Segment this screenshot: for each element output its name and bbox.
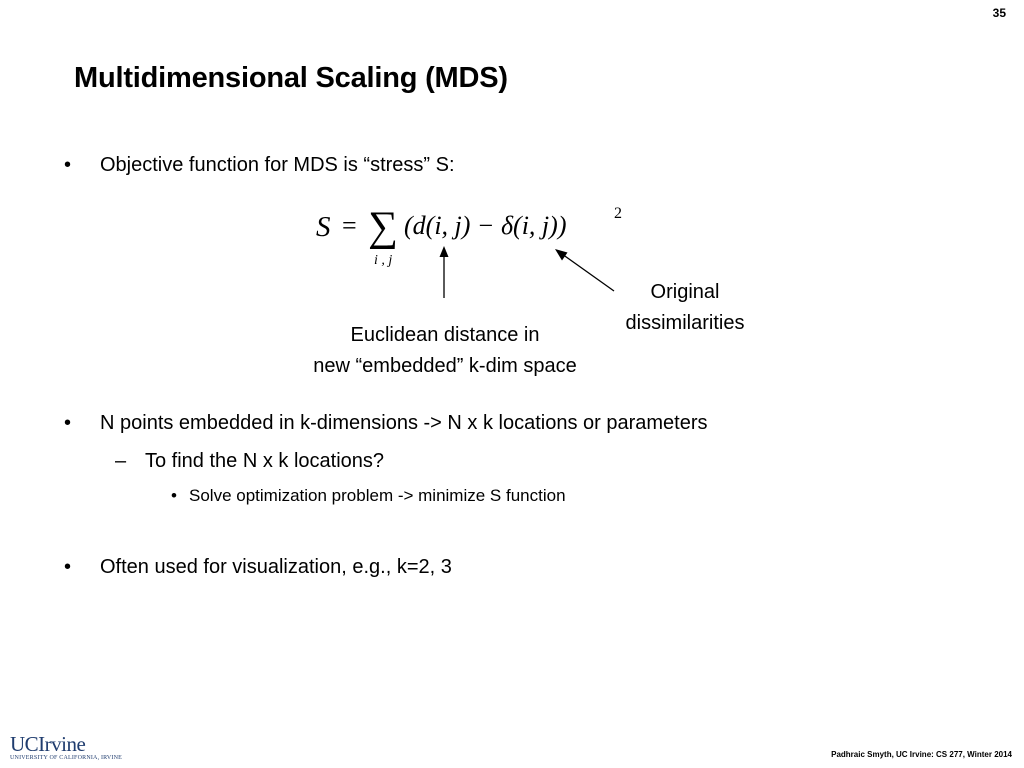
annotation-original-dissimilarities	[600, 277, 770, 339]
annotation-line: Euclidean distance in	[350, 324, 540, 346]
bullet-text: Objective function for MDS is “stress” S:	[100, 154, 455, 176]
formula-equals: =	[342, 211, 357, 240]
annotation-line: Original	[650, 281, 720, 303]
sub-sub-bullet-text: Solve optimization problem -> minimize S function	[189, 486, 566, 505]
logo-wordmark: UCIrvine	[10, 732, 86, 756]
bullet-marker: •	[64, 556, 72, 578]
bullet-text: Often used for visualization, e.g., k=2, 3	[100, 556, 452, 578]
slide-number: 35	[992, 6, 1006, 20]
uc-irvine-logo	[10, 734, 122, 762]
slide-title: Multidimensional Scaling (MDS)	[74, 62, 508, 94]
stress-formula	[300, 192, 640, 272]
annotation-line: new “embedded” k-dim space	[313, 355, 577, 377]
formula-subscript: i , j	[374, 253, 393, 268]
bullet-text: N points embedded in k-dimensions -> N x k locations or parameters	[100, 412, 708, 434]
bullet-marker: •	[64, 154, 72, 176]
formula-sum: ∑	[368, 204, 398, 250]
formula-body: (d(i, j) − δ(i, j))	[404, 211, 567, 240]
formula-lhs: S	[316, 211, 331, 243]
formula-exponent: 2	[614, 205, 622, 222]
logo-subtitle: UNIVERSITY OF CALIFORNIA, IRVINE	[10, 755, 123, 761]
footer-credit: Padhraic Smyth, UC Irvine: CS 277, Winter 2014	[831, 750, 1012, 759]
annotation-euclidean-distance	[270, 320, 620, 382]
sub-bullet-text: To find the N x k locations?	[145, 450, 385, 472]
sub-sub-bullet-marker: •	[171, 486, 177, 505]
sub-bullet-marker: –	[115, 450, 127, 472]
annotation-line: dissimilarities	[625, 312, 745, 334]
bullet-marker: •	[64, 412, 72, 434]
